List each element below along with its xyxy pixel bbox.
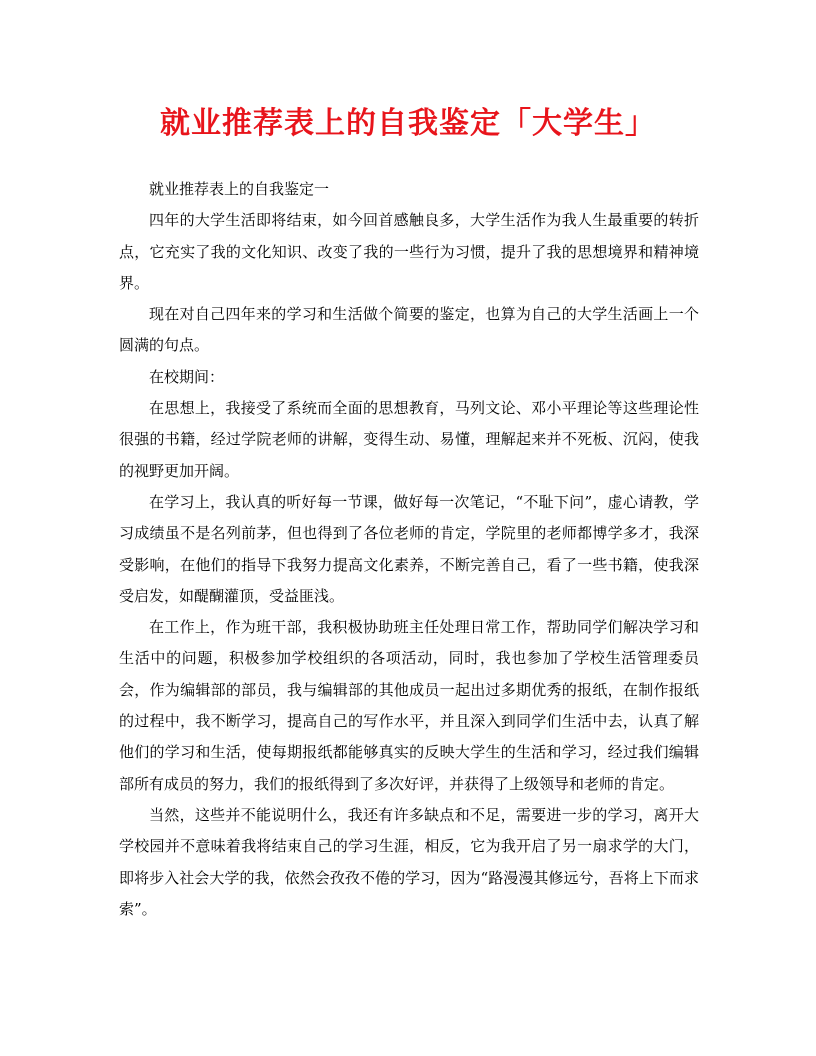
paragraph: 现在对自己四年来的学习和生活做个简要的鉴定，也算为自己的大学生活画上一个圆满的句点。	[119, 305, 699, 355]
paragraph: 在思想上，我接受了系统而全面的思想教育，马列文论、邓小平理论等这些理论性很强的书籍，经过学院老师的讲解，变得生动、易懂，理解起来并不死板、沉闷，使我的视野更加开阔。	[119, 399, 699, 480]
paragraph: 在校期间：	[149, 367, 225, 386]
paragraph: 四年的大学生活即将结束，如今回首感触良多，大学生活作为我人生最重要的转折点，它充实了我的文化知识、改变了我的一些行为习惯，提升了我的思想境界和精神境界。	[119, 211, 699, 292]
paragraph: 当然，这些并不能说明什么，我还有许多缺点和不足，需要进一步的学习，离开大学校园并不意味着我将结束自己的学习生涯，相反，它为我开启了另一扇求学的大门，即将步入社会大学的我，依然会孜孜不倦的学习，因为“路漫漫其修远兮，吾将上下而求索”。	[119, 805, 699, 918]
paragraph-heading: 就业推荐表上的自我鉴定一	[149, 180, 330, 198]
document-title: 就业推荐表上的自我鉴定「大学生」	[160, 106, 656, 141]
paragraph: 在工作上，作为班干部，我积极协助班主任处理日常工作，帮助同学们解决学习和生活中的问题，积极参加学校组织的各项活动，同时，我也参加了学校生活管理委员会，作为编辑部的部员，我与编辑部的其他成员一起出过多期优秀的报纸，在制作报纸的过程中，我不断学习，提高自己的写作水平，并且深入到同学们生活中去，认真了解他们的学习和生活，使每期报纸都能够真实的反映大学生的生活和学习，经过我们编辑部所有成员的努力，我们的报纸得到了多次好评，并获得了上级领导和老师的肯定。	[119, 618, 699, 793]
document-body	[119, 174, 699, 925]
paragraph: 在学习上，我认真的听好每一节课，做好每一次笔记，“不耻下问”，虚心请教，学习成绩虽不是名列前茅，但也得到了各位老师的肯定，学院里的老师都博学多才，我深受影响，在他们的指导下我努力提高文化素养，不断完善自己，看了一些书籍，使我深受启发，如醍醐灌顶，受益匪浅。	[119, 492, 699, 605]
